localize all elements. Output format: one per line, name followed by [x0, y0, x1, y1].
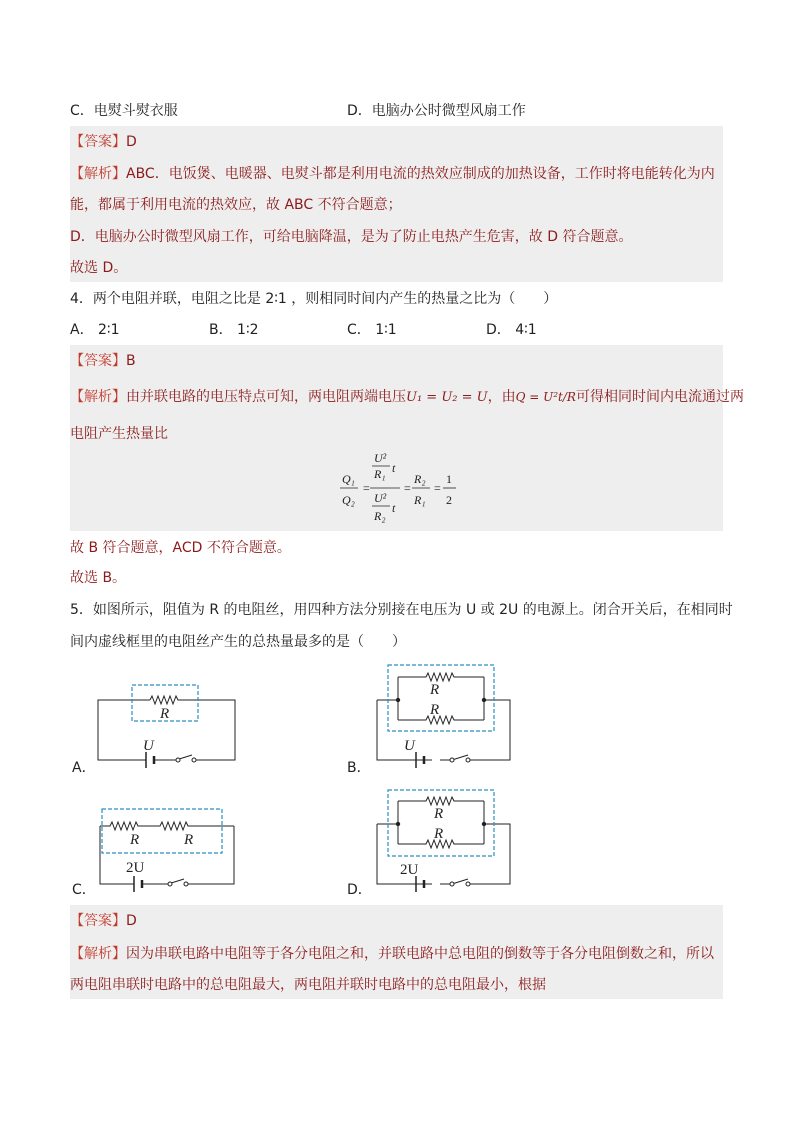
resistor-label-top: R [430, 682, 440, 698]
resistor-icon [150, 696, 180, 704]
answer-value: D [126, 913, 137, 929]
circuit-d-label: D． [347, 882, 372, 898]
analysis-tag: 【解析】 [70, 166, 126, 182]
circuit-b-label: B． [347, 760, 371, 776]
resistor-label-bottom: R [434, 826, 444, 842]
q4-option-c: C． 1∶1 [347, 322, 397, 338]
q4-option-d: D． 4∶1 [486, 322, 537, 338]
circuit-diagram-a [70, 678, 250, 778]
q4-stem: 4．两个电阻并联，电阻之比是 2∶1 ，则相同时间内产生的热量之比为（ ） [70, 291, 558, 307]
q3-option-d: D．电脑办公时微型风扇工作 [347, 103, 526, 119]
analysis-text: ABC．电饭煲、电暖器、电熨斗都是利用电流的热效应制成的加热设备，工作时将电能转化为内 [126, 166, 715, 182]
analysis-text: ，由 [487, 389, 516, 405]
q3-analysis-line-2: 能，都属于利用电流的热效应，故 ABC 不符合题意； [70, 197, 402, 213]
q3-conclusion: 故选 D。 [70, 260, 128, 276]
analysis-text: 因为串联电路中电阻等于各分电阻之和，并联电路中总电阻的倒数等于各分电阻倒数之和，所以 [126, 946, 714, 962]
dashed-box [102, 809, 222, 853]
source-label: U [404, 738, 415, 754]
q4-conclusion-2: 故选 B。 [70, 570, 127, 586]
formula-q2: Q₂ [342, 493, 355, 507]
resistor-icon [398, 716, 484, 724]
q5-stem-line-2: 间内虚线框里的电阻丝产生的总热量最多的是（ ） [70, 634, 406, 650]
voltage-equation: U₁ = U₂ = U [406, 390, 488, 405]
resistor-icon [398, 673, 484, 681]
circuit-a-label: A． [72, 760, 96, 776]
q4-ratio-formula [330, 448, 470, 528]
formula-eq1: = [363, 481, 370, 495]
circuit-diagram-d [370, 784, 520, 892]
circuit-c-label: C． [72, 882, 96, 898]
answer-tag: 【答案】 [70, 353, 126, 369]
q5-answer [70, 911, 137, 931]
formula-eq3: = [434, 481, 441, 495]
formula-r1-top: R₁ [374, 467, 386, 481]
resistor-label-bottom: R [430, 702, 440, 718]
resistor-label-top: R [434, 806, 444, 822]
q4-analysis-line-1 [70, 387, 744, 408]
formula-t-top: t [392, 461, 396, 475]
formula-two: 2 [446, 493, 452, 507]
formula-q1: Q₁ [342, 472, 355, 486]
formula-r2: R₂ [414, 472, 426, 486]
resistor-label-left: R [130, 832, 140, 848]
source-label: U [143, 738, 154, 754]
answer-tag: 【答案】 [70, 913, 126, 929]
heat-equation: Q = U²t/R [515, 390, 576, 404]
circuit-diagram-b [370, 660, 520, 778]
q5-analysis-line-1 [70, 944, 714, 964]
formula-u2-bot: U² [374, 491, 387, 505]
q5-stem-line-1: 5．如图所示，阻值为 R 的电阻丝，用四种方法分别接在电压为 U 或 2U 的电源上。闭合开关后，在相同时 [70, 602, 733, 618]
answer-value: B [126, 353, 136, 369]
resistor-icon [398, 797, 484, 805]
formula-u2-top: U² [374, 451, 387, 465]
q5-analysis-line-2: 两电阻串联时电路中的总电阻最大，两电阻并联时电路中的总电阻最小，根据 [70, 977, 546, 993]
source-label: 2U [126, 860, 145, 876]
resistor-label-r: R [160, 706, 170, 722]
analysis-text: 可得相同时间内电流通过两 [575, 389, 744, 405]
analysis-tag: 【解析】 [70, 389, 126, 405]
q3-analysis-line-1 [70, 164, 715, 184]
answer-value: D [126, 134, 137, 150]
circuit-diagram-c [90, 800, 250, 892]
q4-analysis-line-2: 电阻产生热量比 [70, 426, 168, 442]
q4-answer [70, 351, 136, 371]
resistor-label-right: R [184, 832, 194, 848]
formula-eq2: = [404, 481, 411, 495]
q3-option-c: C．电熨斗熨衣服 [70, 103, 178, 119]
q3-analysis-line-3: D．电脑办公时微型风扇工作，可给电脑降温，是为了防止电热产生危害，故 D 符合题意。 [70, 229, 633, 245]
q4-option-b: B． 1∶2 [209, 322, 259, 338]
resistor-icon [100, 822, 234, 830]
analysis-tag: 【解析】 [70, 946, 126, 962]
formula-t-bot: t [392, 501, 396, 515]
formula-r2-bot: R₂ [374, 509, 386, 523]
q4-conclusion-1: 故 B 符合题意，ACD 不符合题意。 [70, 540, 291, 556]
source-label: 2U [400, 862, 419, 878]
formula-r1: R₁ [414, 493, 426, 507]
answer-tag: 【答案】 [70, 134, 126, 150]
q3-answer [70, 132, 137, 152]
analysis-text: 由并联电路的电压特点可知，两电阻两端电压 [126, 389, 406, 405]
q4-option-a: A． 2∶1 [70, 322, 120, 338]
formula-one: 1 [446, 472, 452, 486]
